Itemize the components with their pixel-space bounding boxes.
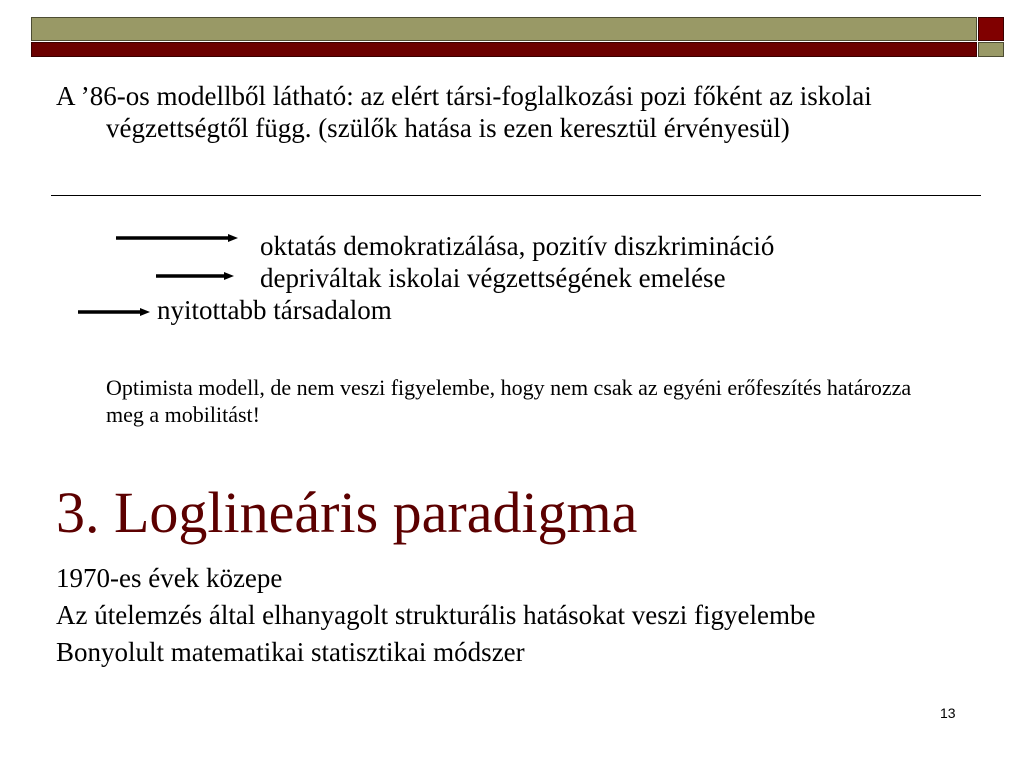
- list-item: Az útelemzés által elhanyagolt strukturális hatásokat veszi figyelembe: [56, 600, 816, 630]
- arrow-item-text: oktatás demokratizálása, pozitív diszkrimináció: [260, 231, 775, 261]
- right-arrow-icon: [156, 272, 234, 278]
- bullet-list: [56, 562, 956, 673]
- header-red-square: [978, 17, 1004, 41]
- right-arrow-icon: [78, 308, 150, 314]
- horizontal-divider: [51, 195, 981, 196]
- list-item: Bonyolult matematikai statisztikai módszer: [56, 637, 525, 667]
- intro-paragraph: A ’86-os modellből látható: az elért társi-foglalkozási pozi főként az iskolai végzettségtől függ. (szülők hatása is ezen keresztül érvényesül): [56, 81, 872, 143]
- arrow-item-text: depriváltak iskolai végzettségének emelése: [260, 263, 726, 293]
- header-red-bar: [31, 42, 977, 57]
- list-item: 1970-es évek közepe: [56, 563, 283, 593]
- page-number: 13: [940, 705, 956, 721]
- note-paragraph: Optimista modell, de nem veszi figyelembe, hogy nem csak az egyéni erőfeszítés határozza meg a mobilitást!: [106, 375, 912, 427]
- arrow-item-text: nyitottabb társadalom: [157, 295, 392, 325]
- section-title: 3. Loglineáris paradigma: [56, 480, 638, 545]
- right-arrow-icon: [116, 234, 238, 240]
- header-olive-square: [978, 42, 1004, 57]
- header-olive-bar: [31, 17, 977, 41]
